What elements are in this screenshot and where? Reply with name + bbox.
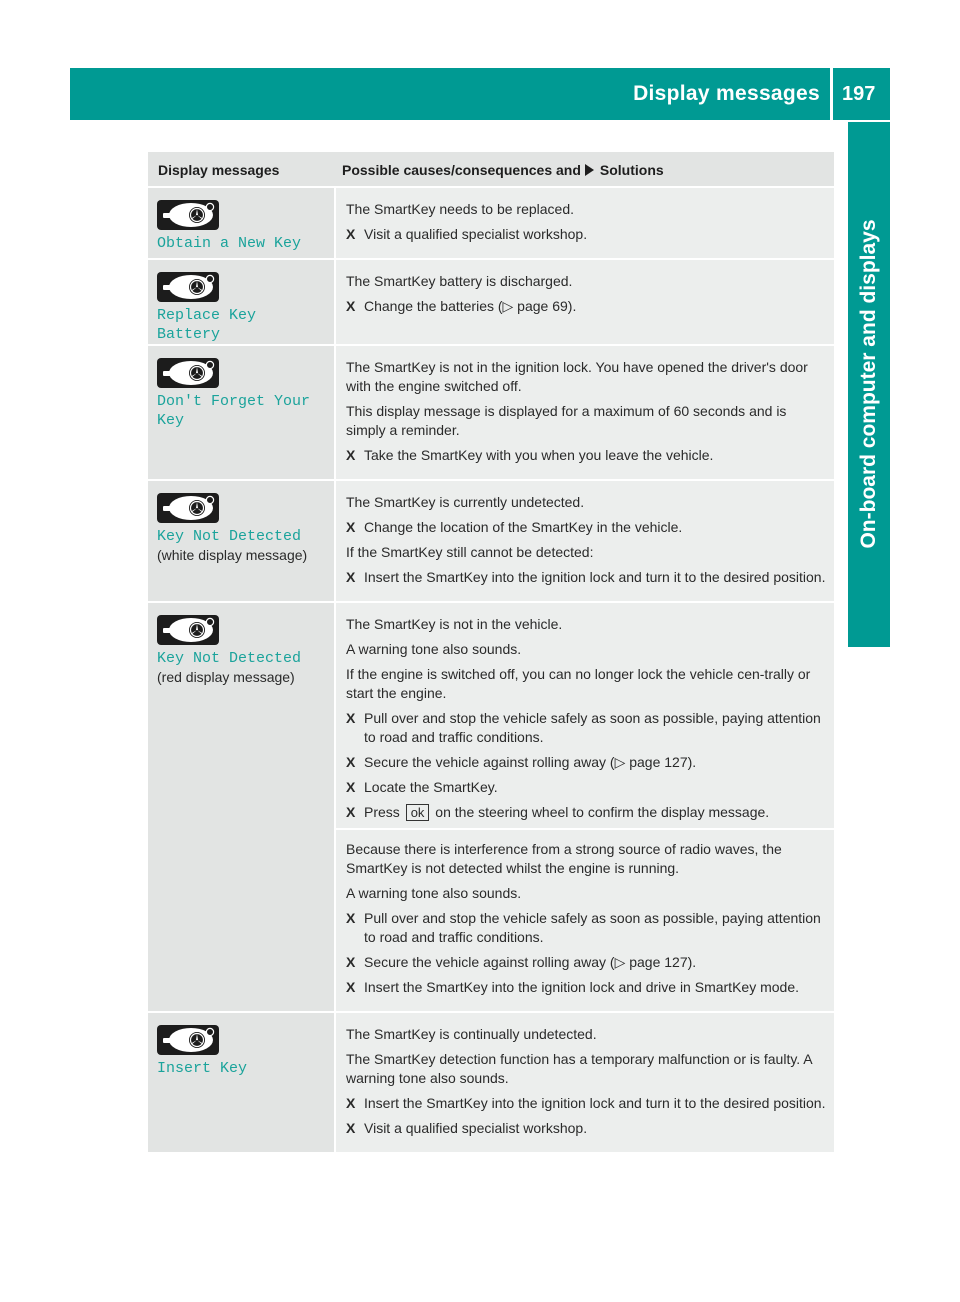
solution-step <box>346 753 828 772</box>
smartkey-icon <box>157 1025 219 1055</box>
message-cell <box>148 260 334 344</box>
step-text: Insert the SmartKey into the ignition lock and turn it to the desired position. <box>364 1095 826 1111</box>
solution-arrow-icon <box>585 164 594 176</box>
display-message-text: Don't Forget Your <box>157 393 311 410</box>
step-text: Press ok on the steering wheel to confirm the display message. <box>364 804 770 820</box>
solution-step <box>346 778 828 797</box>
cause-text: If the engine is switched off, you can no longer lock the vehicle cen-trally or start the engine. <box>346 666 811 701</box>
table-header <box>148 152 834 186</box>
step-text: Insert the SmartKey into the ignition lock and turn it to the desired position. <box>364 569 826 585</box>
table-row <box>148 188 834 258</box>
message-cell <box>148 603 334 1011</box>
page-header <box>70 68 890 120</box>
table-row <box>148 260 834 344</box>
solution-step <box>346 446 828 465</box>
column-header-solutions <box>332 152 834 186</box>
column-header-solutions-label: Solutions <box>599 162 664 178</box>
cause-text: Because there is interference from a strong source of radio waves, the SmartKey is not detected whilst the engine is running. <box>346 841 782 876</box>
display-message-text: Key Not Detected <box>157 650 302 667</box>
page-title: Display messages <box>633 82 820 105</box>
display-message-text: Obtain a New Key <box>157 235 302 252</box>
display-messages-table <box>148 152 834 1154</box>
solution-block <box>346 493 828 587</box>
message-cell <box>148 1013 334 1152</box>
step-text: Secure the vehicle against rolling away (▷ page 127). <box>364 954 697 970</box>
solution-step <box>346 909 828 947</box>
solution-step <box>346 568 828 587</box>
cause-text: A warning tone also sounds. <box>346 885 522 901</box>
solution-block <box>346 200 828 244</box>
cause-text: The SmartKey battery is discharged. <box>346 273 573 289</box>
solution-cell <box>336 346 834 479</box>
message-note: (red display message) <box>157 669 295 685</box>
cause-text: The SmartKey is not in the vehicle. <box>346 616 563 632</box>
step-marker-icon: X <box>346 1095 356 1111</box>
solution-step <box>346 953 828 972</box>
step-marker-icon: X <box>346 954 356 970</box>
message-cell <box>148 346 334 479</box>
cause-text: The SmartKey is continually undetected. <box>346 1026 597 1042</box>
step-text: Pull over and stop the vehicle safely as soon as possible, paying attention to road and traffic conditions. <box>364 910 821 945</box>
message-cell <box>148 481 334 601</box>
display-message-text: Replace Key Battery <box>157 307 257 343</box>
step-text: Visit a qualified specialist workshop. <box>364 226 588 242</box>
section-tab-label: On-board computer and displays <box>857 219 880 549</box>
step-marker-icon: X <box>346 569 356 585</box>
solution-step <box>346 297 828 316</box>
solution-step <box>346 978 828 997</box>
smartkey-icon <box>157 358 219 388</box>
solution-cell <box>336 188 834 258</box>
step-marker-icon: X <box>346 710 356 726</box>
step-text: Secure the vehicle against rolling away (▷ page 127). <box>364 754 697 770</box>
cause-text: This display message is displayed for a maximum of 60 seconds and is simply a reminder. <box>346 403 787 438</box>
step-text: Take the SmartKey with you when you leave the vehicle. <box>364 447 714 463</box>
ok-button-icon: ok <box>406 804 430 821</box>
step-text: Change the batteries (▷ page 69). <box>364 298 577 314</box>
solution-step <box>346 1119 828 1138</box>
solution-cell <box>336 603 834 1011</box>
step-marker-icon: X <box>346 447 356 463</box>
cause-text: The SmartKey is not in the ignition lock. You have opened the driver's door with the engine switched off. <box>346 359 808 394</box>
column-header-causes: Possible causes/consequences and <box>342 162 581 178</box>
message-note: (white display message) <box>157 547 308 563</box>
solution-block <box>346 272 828 316</box>
step-marker-icon: X <box>346 519 356 535</box>
table-row <box>148 481 834 601</box>
display-message-text: Insert Key <box>157 1060 248 1077</box>
step-text: Insert the SmartKey into the ignition lock and drive in SmartKey mode. <box>364 979 799 995</box>
header-divider <box>830 68 833 120</box>
solution-step <box>346 803 828 822</box>
cause-text: The SmartKey detection function has a temporary malfunction or is faulty. A warning tone also sounds. <box>346 1051 812 1086</box>
table-row <box>148 603 834 1011</box>
step-text: Locate the SmartKey. <box>364 779 498 795</box>
display-message-text: Key <box>157 412 185 429</box>
step-text: Pull over and stop the vehicle safely as soon as possible, paying attention to road and traffic conditions. <box>364 710 821 745</box>
page-number: 197 <box>842 83 876 105</box>
cause-text: The SmartKey is currently undetected. <box>346 494 585 510</box>
solution-cell <box>336 481 834 601</box>
step-marker-icon: X <box>346 1120 356 1136</box>
step-marker-icon: X <box>346 910 356 926</box>
table-row <box>148 346 834 479</box>
solution-step <box>346 225 828 244</box>
step-marker-icon: X <box>346 226 356 242</box>
solution-block <box>346 830 828 997</box>
step-text: Change the location of the SmartKey in the vehicle. <box>364 519 683 535</box>
step-marker-icon: X <box>346 298 356 314</box>
solution-cell <box>336 260 834 344</box>
step-marker-icon: X <box>346 804 356 820</box>
step-marker-icon: X <box>346 979 356 995</box>
section-tab <box>848 122 890 647</box>
section-tab-marker <box>848 594 890 647</box>
smartkey-icon <box>157 493 219 523</box>
solution-block <box>346 1025 828 1138</box>
step-text: Visit a qualified specialist workshop. <box>364 1120 588 1136</box>
solution-block <box>346 615 828 822</box>
display-message-text: Key Not Detected <box>157 528 302 545</box>
cause-text: The SmartKey needs to be replaced. <box>346 201 575 217</box>
column-header-messages: Display messages <box>158 162 280 178</box>
cause-text: If the SmartKey still cannot be detected: <box>346 544 594 560</box>
table-body <box>148 188 834 1154</box>
solution-block <box>346 358 828 465</box>
solution-step <box>346 1094 828 1113</box>
solution-step <box>346 709 828 747</box>
cause-text: A warning tone also sounds. <box>346 641 522 657</box>
message-cell <box>148 188 334 258</box>
smartkey-icon <box>157 200 219 230</box>
table-row <box>148 1013 834 1152</box>
solution-step <box>346 518 828 537</box>
smartkey-icon <box>157 615 219 645</box>
smartkey-icon <box>157 272 219 302</box>
step-marker-icon: X <box>346 779 356 795</box>
solution-cell <box>336 1013 834 1152</box>
step-marker-icon: X <box>346 754 356 770</box>
